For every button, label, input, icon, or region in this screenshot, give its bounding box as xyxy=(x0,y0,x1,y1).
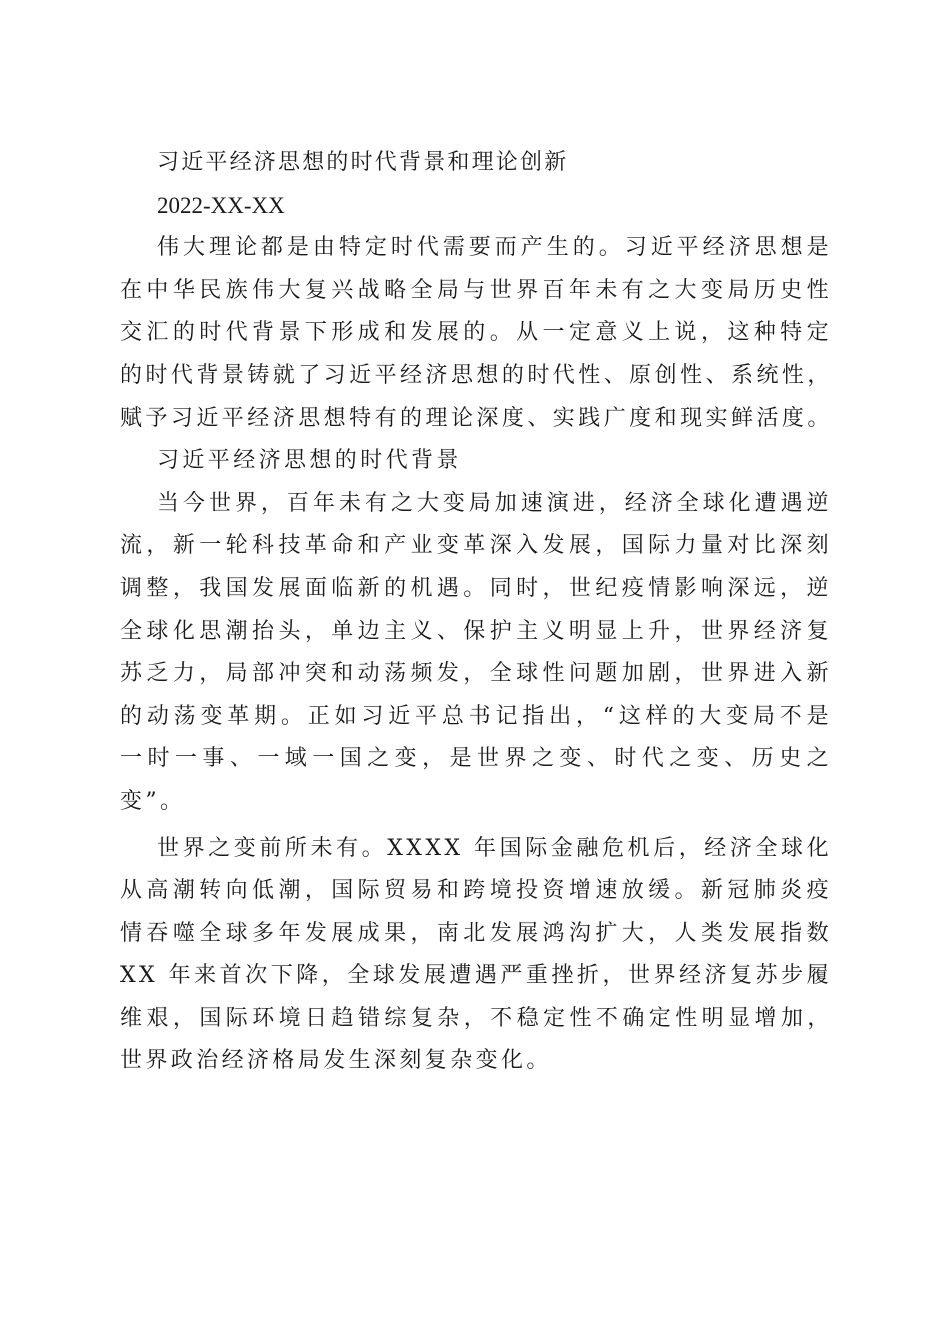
paragraph-line: 世界政治经济格局发生深刻复杂变化。 xyxy=(120,1048,552,1074)
paragraph-line: 调整，我国发展面临新的机遇。同时，世纪疫情影响深远，逆 xyxy=(120,575,832,601)
paragraph-line: 世界之变前所未有。XXXX 年国际金融危机后，经济全球化 xyxy=(157,835,832,861)
paragraph-line: 的时代背景铸就了习近平经济思想的时代性、原创性、系统性， xyxy=(120,362,832,388)
paragraph-line: 从高潮转向低潮，国际贸易和跨境投资增速放缓。新冠肺炎疫 xyxy=(120,878,832,904)
paragraph-line: 苏乏力，局部冲突和动荡频发，全球性问题加剧，世界进入新 xyxy=(120,661,832,687)
document-date xyxy=(120,185,832,228)
paragraph-line: 维艰，国际环境日趋错综复杂，不稳定性不确定性明显增加， xyxy=(120,1005,832,1031)
paragraph-line: 伟大理论都是由特定时代需要而产生的。习近平经济思想是 xyxy=(157,235,832,261)
intro-paragraph xyxy=(120,227,832,440)
paragraph-line: 在中华民族伟大复兴战略全局与世界百年未有之大变局历史性 xyxy=(120,277,832,303)
paragraph-line: 当今世界，百年未有之大变局加速演进，经济全球化遭遇逆 xyxy=(157,490,832,516)
document-title-text: 习近平经济思想的时代背景和理论创新 xyxy=(157,150,569,175)
paragraph-line: 一时一事、一域一国之变，是世界之变、时代之变、历史之 xyxy=(120,746,832,772)
paragraph-line: 赋予习近平经济思想特有的理论深度、实践广度和现实鲜活度。 xyxy=(120,405,832,431)
section-paragraph-2 xyxy=(120,828,832,1084)
paragraph-line: XX 年来首次下降，全球发展遭遇严重挫折，世界经济复苏步履 xyxy=(120,963,832,989)
document-page xyxy=(120,142,832,1083)
paragraph-line: 全球化思潮抬头，单边主义、保护主义明显上升，世界经济复 xyxy=(120,618,832,644)
document-title xyxy=(120,142,832,185)
document-date-text: 2022-XX-XX xyxy=(157,192,285,218)
paragraph-line: 的动荡变革期。正如习近平总书记指出，“这样的大变局不是 xyxy=(120,703,832,729)
section-heading-text: 习近平经济思想的时代背景 xyxy=(157,448,462,474)
paragraph-line: 变”。 xyxy=(120,788,186,814)
section-paragraph-1 xyxy=(120,483,832,824)
section-heading xyxy=(120,440,832,483)
paragraph-line: 交汇的时代背景下形成和发展的。从一定意义上说，这种特定 xyxy=(120,320,832,346)
paragraph-line: 流，新一轮科技革命和产业变革深入发展，国际力量对比深刻 xyxy=(120,533,832,559)
paragraph-line: 情吞噬全球多年发展成果，南北发展鸿沟扩大，人类发展指数 xyxy=(120,920,832,946)
